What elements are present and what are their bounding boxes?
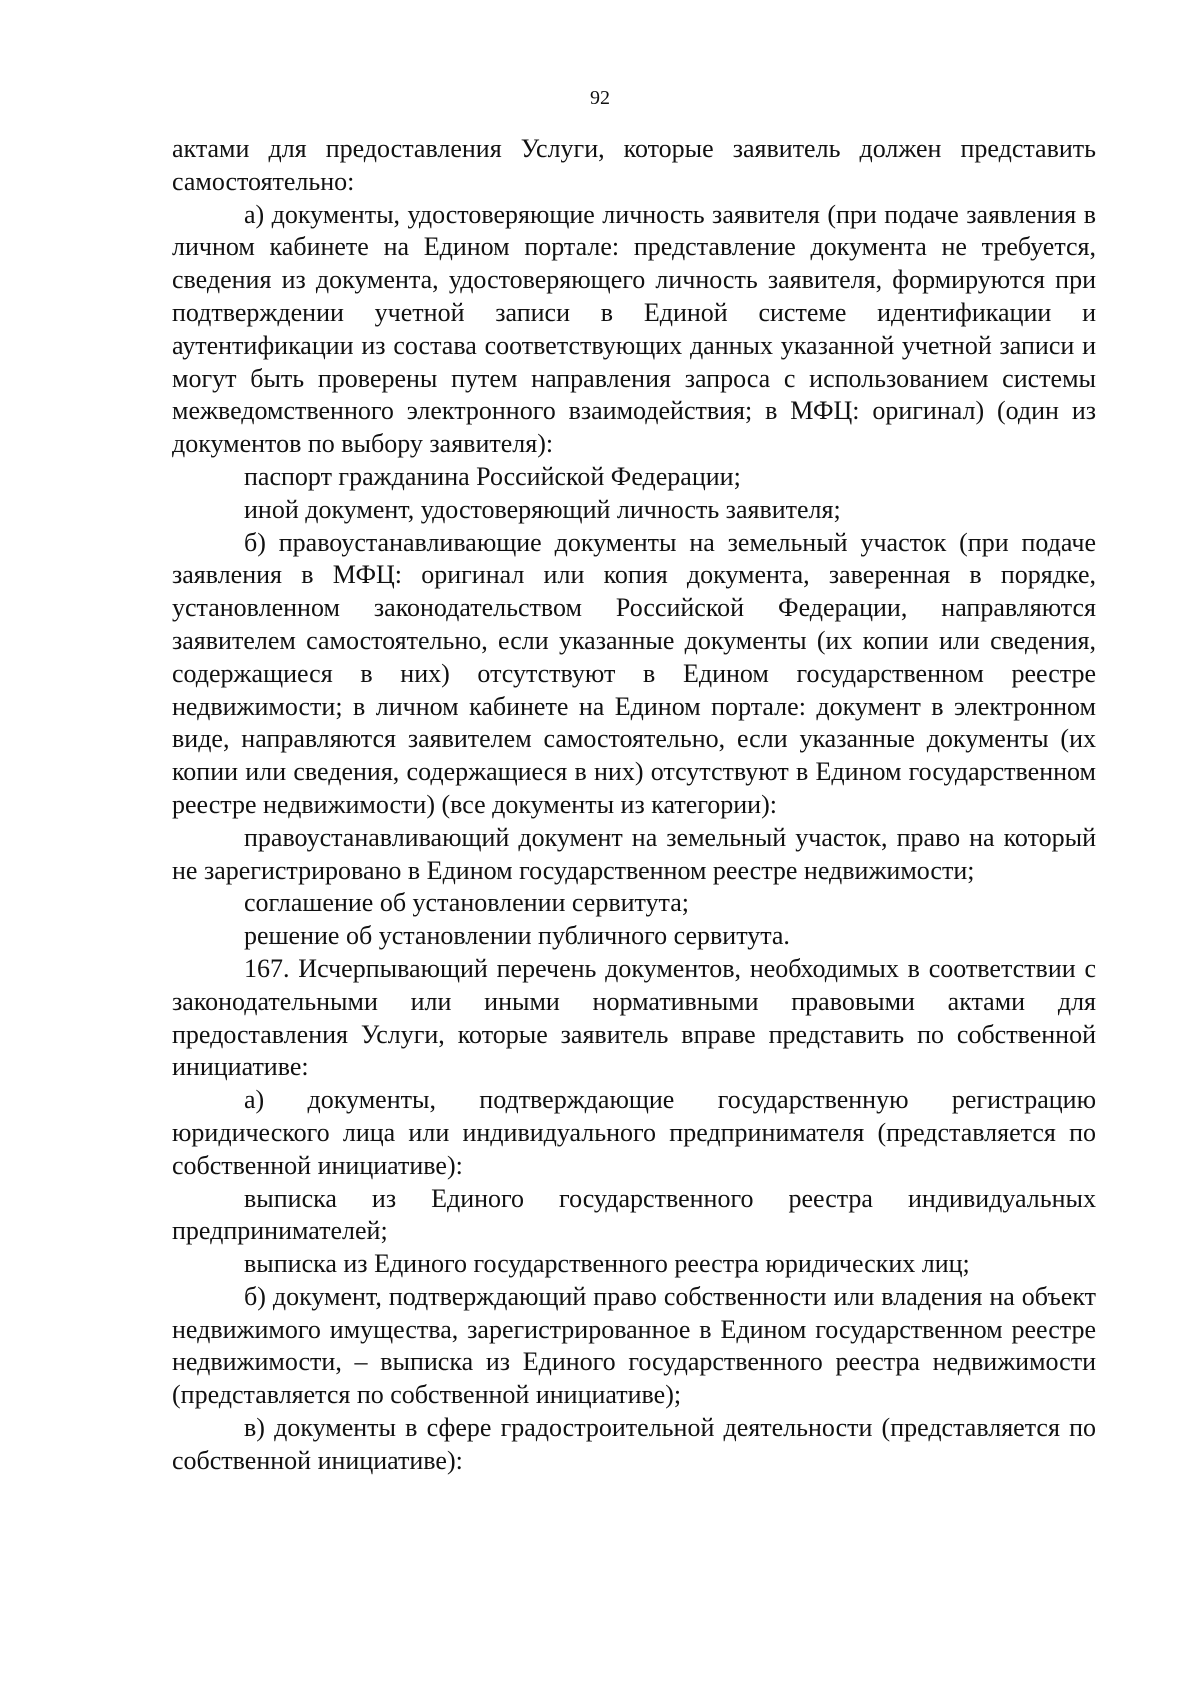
paragraph-servitude-agreement: соглашение об установлении сервитута; (244, 888, 689, 918)
paragraph-passport: паспорт гражданина Российской Федерации; (244, 461, 741, 491)
paragraph-other-identity-document: иной документ, удостоверяющий личность заявителя; (244, 494, 841, 524)
paragraph-item-a-registration-documents: а) документы, подтверждающие государственную регистрацию юридического лица или индивидуального предпринимателя (представляется по собственной инициативе): (172, 1085, 1096, 1180)
paragraph-continuation: актами для предоставления Услуги, которые заявитель должен представить самостоятельно: (172, 134, 1096, 196)
page-number: 92 (590, 87, 610, 109)
paragraph-extract-legal-entities: выписка из Единого государственного реестра юридических лиц; (244, 1249, 970, 1279)
paragraph-extract-entrepreneurs: выписка из Единого государственного реестра индивидуальных предпринимателей; (172, 1183, 1096, 1246)
paragraph-public-servitude-decision: решение об установлении публичного сервитута. (244, 921, 790, 951)
paragraph-item-b-ownership-document: б) документ, подтверждающий право собственности или владения на объект недвижимого имущества, зарегистрированное в Едином государственном реестре недвижимости, – выписка из Единого государственного реестра недвижимости (представляется по собственной инициативе); (172, 1281, 1096, 1410)
paragraph-item-a-identity-documents: а) документы, удостоверяющие личность заявителя (при подаче заявления в личном кабинете на Едином портале: представление документа не требуется, сведения из документа, удостоверяющего личность заявителя, формируются при подтверждении учетной записи в Единой системе идентификации и аутентификации из состава соответствующих данных указанной учетной записи и могут быть проверены путем направления запроса с использованием системы межведомственного электронного взаимодействия; в МФЦ: оригинал) (один из документов по выбору заявителя): (172, 199, 1096, 459)
document-body (172, 133, 1096, 1478)
paragraph-section-167: 167. Исчерпывающий перечень документов, необходимых в соответствии с законодательными или иными нормативными правовыми актами для предоставления Услуги, которые заявитель вправе представить по собственной инициативе: (172, 953, 1096, 1082)
paragraph-item-v-urban-planning: в) документы в сфере градостроительной деятельности (представляется по собственной инициативе): (172, 1413, 1096, 1475)
paragraph-title-document-land: правоустанавливающий документ на земельный участок, право на который не зарегистрировано в Едином государственном реестре недвижимости; (172, 822, 1096, 885)
paragraph-item-b-title-documents: б) правоустанавливающие документы на земельный участок (при подаче заявления в МФЦ: оригинал или копия документа, заверенная в порядке, установленном законодательством Российской Федерации, направляются заявителем самостоятельно, если указанные документы (их копии или сведения, содержащиеся в них) отсутствуют в Едином государственном реестре недвижимости; в личном кабинете на Едином портале: документ в электронном виде, направляются заявителем самостоятельно, если указанные документы (их копии или сведения, содержащиеся в них) отсутствуют в Едином государственном реестре недвижимости) (все документы из категории): (172, 527, 1096, 819)
